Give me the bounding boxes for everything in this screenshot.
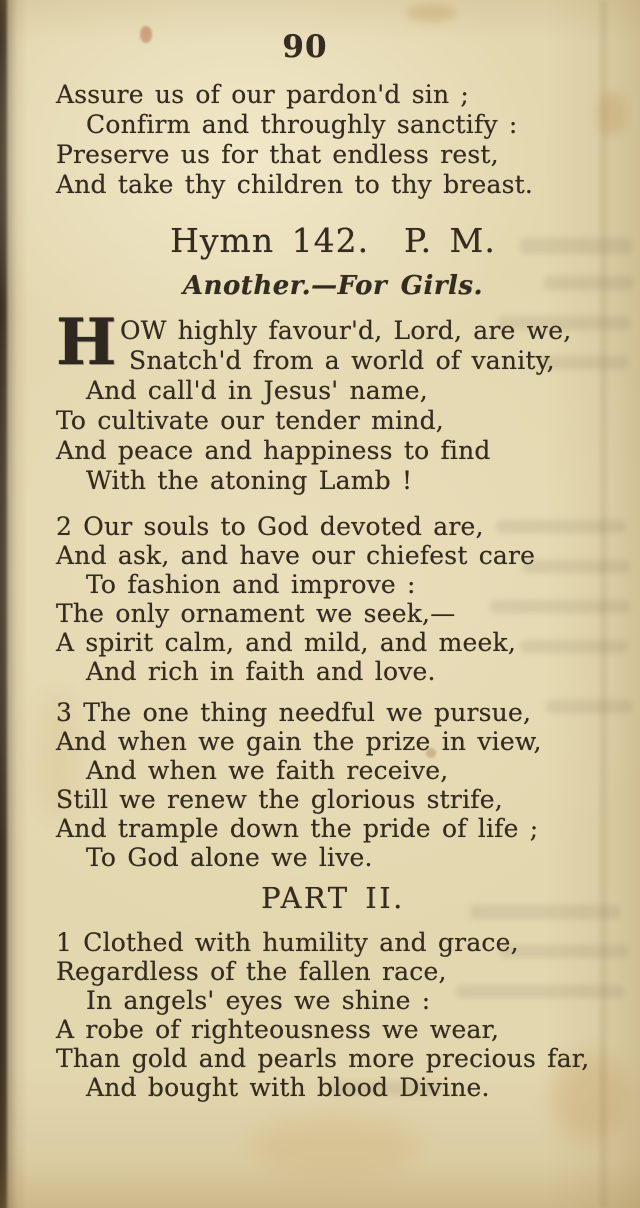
stanza-line: 3 The one thing needful we pursue, bbox=[56, 698, 532, 727]
stanza-line: Regardless of the fallen race, bbox=[56, 957, 447, 986]
previous-hymn-closing-stanza bbox=[56, 80, 610, 200]
stanza-line: And when we faith receive, bbox=[86, 756, 449, 785]
hymn-verse-3 bbox=[56, 698, 610, 872]
stanza-line: And call'd in Jesus' name, bbox=[86, 376, 428, 405]
stanza-line: To fashion and improve : bbox=[86, 570, 416, 599]
stanza-line: Assure us of our pardon'd sin ; bbox=[56, 80, 470, 109]
paper-stain bbox=[250, 1115, 420, 1177]
stanza-line: Preserve us for that endless rest, bbox=[56, 140, 499, 169]
hymn-subtitle: Another.—For Girls. bbox=[182, 271, 484, 301]
stanza-line: Still we renew the glorious strife, bbox=[56, 785, 503, 814]
stanza-line: And peace and happiness to find bbox=[56, 436, 491, 465]
stanza-line: Confirm and throughly sanctify : bbox=[86, 110, 518, 139]
drop-cap: H bbox=[56, 305, 117, 380]
hymn-verse-1 bbox=[56, 305, 610, 496]
part-heading: PART II. bbox=[261, 881, 405, 915]
stanza-line: And rich in faith and love. bbox=[86, 657, 436, 686]
part2-verse-1 bbox=[56, 928, 610, 1102]
hymn-heading: Hymn 142. P. M. bbox=[170, 221, 496, 260]
stanza-line: To cultivate our tender mind, bbox=[56, 406, 444, 435]
stanza-line: In angels' eyes we shine : bbox=[86, 986, 431, 1015]
stanza-line: And ask, and have our chiefest care bbox=[56, 541, 536, 570]
stanza-line: And bought with blood Divine. bbox=[86, 1073, 490, 1102]
stanza-line: Than gold and pearls more precious far, bbox=[56, 1044, 590, 1073]
stanza-line: And take thy children to thy breast. bbox=[56, 170, 533, 199]
stanza-line: The only ornament we seek,— bbox=[56, 599, 456, 628]
stanza-line: 2 Our souls to God devoted are, bbox=[56, 512, 484, 541]
stanza-line: With the atoning Lamb ! bbox=[86, 466, 413, 495]
stanza-line: And when we gain the prize in view, bbox=[56, 727, 542, 756]
stanza-line: A robe of righteousness we wear, bbox=[56, 1015, 500, 1044]
stanza-line: OW highly favour'd, Lord, are we, bbox=[120, 316, 572, 345]
page-number: 90 bbox=[282, 29, 328, 65]
hymn-verse-2 bbox=[56, 512, 610, 686]
stanza-line: 1 Clothed with humility and grace, bbox=[56, 928, 519, 957]
stanza-line: And trample down the pride of life ; bbox=[56, 814, 539, 843]
stanza-line: A spirit calm, and mild, and meek, bbox=[56, 628, 516, 657]
stanza-line: To God alone we live. bbox=[86, 843, 373, 872]
stanza-line: Snatch'd from a world of vanity, bbox=[129, 346, 555, 375]
